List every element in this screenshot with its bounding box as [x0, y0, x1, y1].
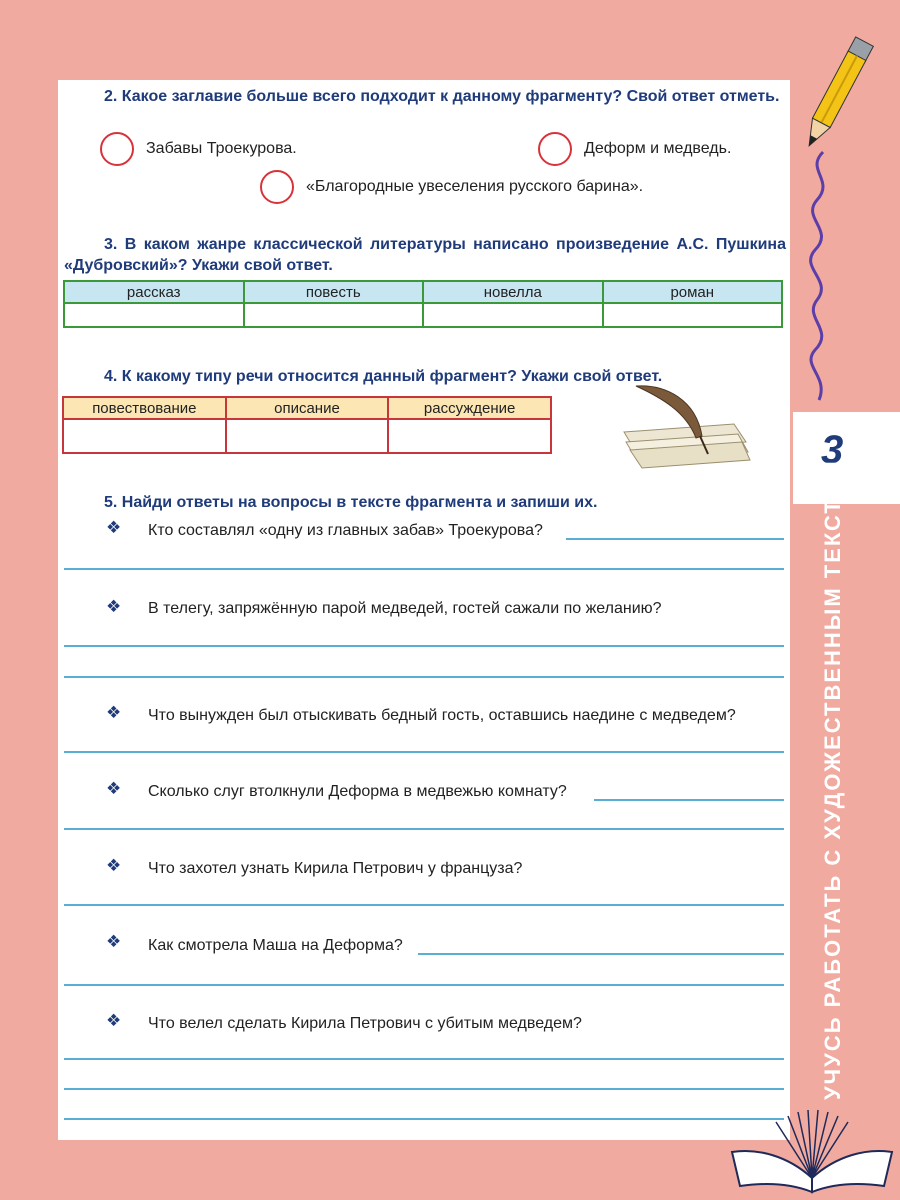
- q2-option-2[interactable]: [538, 132, 731, 166]
- question-3: [64, 234, 786, 276]
- q2-option-1[interactable]: [100, 132, 297, 166]
- bullet-icon: ❖: [106, 932, 122, 951]
- question-4-text: 4. К какому типу речи относится данный фрагмент? Укажи свой ответ.: [104, 368, 663, 385]
- bullet-icon: ❖: [106, 518, 122, 537]
- q2-option-label: Деформ и медведь.: [584, 140, 732, 157]
- q2-option-3[interactable]: [260, 170, 643, 204]
- answer-circle[interactable]: [260, 170, 294, 204]
- question-2: [64, 86, 786, 107]
- bullet-icon: ❖: [106, 856, 122, 875]
- answer-cell[interactable]: [63, 419, 226, 453]
- answer-line[interactable]: [64, 984, 784, 986]
- answer-cell[interactable]: [244, 303, 424, 327]
- answer-line[interactable]: [64, 568, 784, 570]
- answer-cell[interactable]: [64, 303, 244, 327]
- q3-option-label: рассказ: [64, 281, 244, 303]
- quill-books-icon: [616, 380, 756, 470]
- answer-line[interactable]: [566, 538, 784, 540]
- q4-options-table: [62, 396, 552, 454]
- q5-item-6: Как смотрела Маша на Деформа?: [148, 937, 403, 954]
- answer-line[interactable]: [64, 904, 784, 906]
- answer-cell[interactable]: [388, 419, 551, 453]
- q3-option-label: роман: [603, 281, 783, 303]
- chapter-tab: [793, 412, 900, 504]
- q5-item-1: Кто составлял «одну из главных забав» Троекурова?: [148, 522, 543, 539]
- q5-item-2: В телегу, запряжённую парой медведей, гостей сажали по желанию?: [148, 600, 662, 617]
- q5-item-4: Сколько слуг втолкнули Деформа в медвежью комнату?: [148, 783, 567, 800]
- q4-option-label: повествование: [63, 397, 226, 419]
- q5-item-7: Что велел сделать Кирила Петрович с убитым медведем?: [148, 1015, 582, 1032]
- answer-line[interactable]: [64, 1058, 784, 1060]
- q5-item-5: Что захотел узнать Кирила Петрович у француза?: [148, 860, 523, 877]
- answer-cell[interactable]: [603, 303, 783, 327]
- answer-circle[interactable]: [538, 132, 572, 166]
- open-book-icon: [728, 1108, 896, 1194]
- answer-circle[interactable]: [100, 132, 134, 166]
- q4-option-label: описание: [226, 397, 389, 419]
- answer-cell[interactable]: [423, 303, 603, 327]
- bullet-icon: ❖: [106, 597, 122, 616]
- answer-line[interactable]: [64, 828, 784, 830]
- side-title: УЧУСЬ РАБОТАТЬ С ХУДОЖЕСТВЕННЫМ ТЕКСТОМ: [820, 459, 845, 1100]
- q2-option-label: Забавы Троекурова.: [146, 140, 297, 157]
- pencil-icon: [790, 30, 880, 160]
- q5-item-3: Что вынужден был отыскивать бедный гость, оставшись наедине с медведем?: [148, 707, 736, 724]
- question-5: [64, 492, 786, 513]
- answer-line[interactable]: [64, 676, 784, 678]
- question-5-text: 5. Найди ответы на вопросы в тексте фрагмента и запиши их.: [104, 494, 598, 511]
- chapter-number: 3: [821, 428, 844, 472]
- q4-option-label: рассуждение: [388, 397, 551, 419]
- q3-option-label: повесть: [244, 281, 424, 303]
- bullet-icon: ❖: [106, 779, 122, 798]
- answer-line[interactable]: [594, 799, 784, 801]
- answer-line[interactable]: [64, 1118, 784, 1120]
- answer-line[interactable]: [64, 1088, 784, 1090]
- q3-option-label: новелла: [423, 281, 603, 303]
- question-2-text: 2. Какое заглавие больше всего подходит к данному фрагменту? Свой ответ отметь.: [104, 88, 780, 105]
- q2-option-label: «Благородные увеселения русского барина».: [306, 178, 644, 195]
- bullet-icon: ❖: [106, 703, 122, 722]
- answer-cell[interactable]: [226, 419, 389, 453]
- squiggle-decoration: [795, 150, 845, 410]
- answer-line[interactable]: [418, 953, 784, 955]
- answer-line[interactable]: [64, 645, 784, 647]
- bullet-icon: ❖: [106, 1011, 122, 1030]
- q3-options-table: [63, 280, 783, 328]
- question-3-text: 3. В каком жанре классической литературы написано произведение А.С. Пушкина «Дубровский»? Укажи свой ответ.: [64, 236, 786, 274]
- answer-line[interactable]: [64, 751, 784, 753]
